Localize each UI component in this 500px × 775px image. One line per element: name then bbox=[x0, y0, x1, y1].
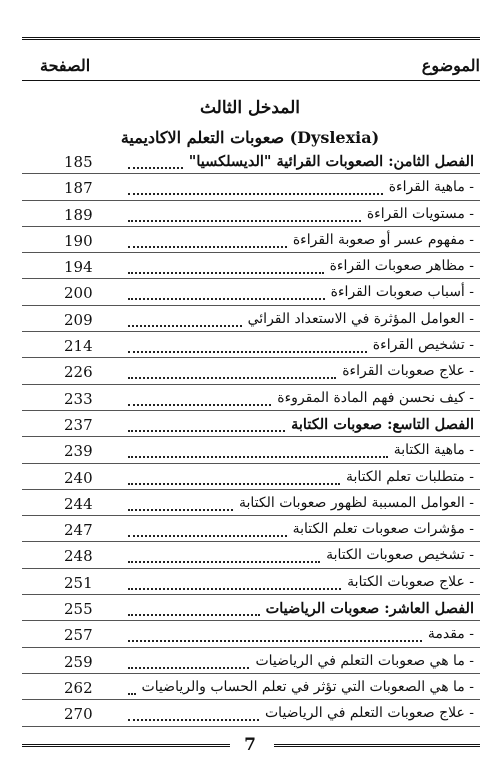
page-column-label: الصفحة bbox=[40, 56, 91, 75]
toc-row-divider bbox=[22, 673, 480, 674]
toc-page-number: 214 bbox=[64, 337, 93, 356]
toc-leader-dots bbox=[128, 167, 183, 169]
toc-page-number: 257 bbox=[64, 626, 93, 645]
toc-page-number: 259 bbox=[64, 652, 93, 671]
toc-entry-row bbox=[0, 570, 500, 596]
toc-row-divider bbox=[22, 200, 480, 201]
toc-leader-dots bbox=[128, 220, 361, 222]
toc-entry-title: - علاج صعوبات الكتابة bbox=[347, 573, 474, 590]
toc-leader-dots bbox=[128, 456, 388, 458]
toc-entry-row bbox=[0, 675, 500, 701]
toc-entry-title: - علاج صعوبات التعلم في الرياضيات bbox=[265, 705, 474, 722]
toc-entry-row bbox=[0, 517, 500, 543]
toc-page-number: 237 bbox=[64, 415, 93, 434]
toc-chapter-title: الفصل العاشر: صعوبات الرياضيات bbox=[265, 600, 474, 618]
toc-chapter-title: الفصل الثامن: الصعوبات القرائية "الديسلكسيا" bbox=[188, 153, 474, 170]
toc-chapter-row bbox=[0, 596, 500, 622]
toc-entry-row bbox=[0, 359, 500, 385]
toc-row-divider bbox=[22, 568, 480, 569]
toc-row-divider bbox=[22, 647, 480, 648]
toc-page-number: 189 bbox=[64, 205, 93, 224]
toc-leader-dots bbox=[128, 377, 336, 379]
toc-leader-dots bbox=[128, 351, 367, 353]
toc-row-divider bbox=[22, 699, 480, 700]
toc-entry-title: - علاج صعوبات القراءة bbox=[342, 363, 474, 380]
toc-leader-dots bbox=[128, 246, 287, 248]
toc-entry-title: - متطلبات تعلم الكتابة bbox=[346, 468, 474, 485]
toc-row-divider bbox=[22, 620, 480, 621]
toc-entry-row bbox=[0, 465, 500, 491]
toc-leader-dots bbox=[128, 588, 341, 590]
toc-row-divider bbox=[22, 173, 480, 174]
toc-entry-row bbox=[0, 701, 500, 727]
toc-row-divider bbox=[22, 252, 480, 253]
table-of-contents bbox=[0, 149, 500, 728]
toc-entry-title: - مظاهر صعوبات القراءة bbox=[329, 258, 474, 275]
toc-page-number: 239 bbox=[64, 442, 93, 461]
header-top-double-rule bbox=[22, 37, 480, 40]
section-subtitle: صعوبات التعلم الاكاديمية (Dyslexia) bbox=[120, 128, 380, 147]
toc-page-number: 251 bbox=[64, 573, 93, 592]
toc-row-divider bbox=[22, 305, 480, 306]
toc-page-number: 185 bbox=[64, 153, 93, 171]
toc-leader-dots bbox=[128, 667, 249, 669]
toc-row-divider bbox=[22, 331, 480, 332]
toc-row-divider bbox=[22, 541, 480, 542]
toc-entry-row bbox=[0, 280, 500, 306]
toc-page-number: 247 bbox=[64, 521, 93, 540]
toc-entry-title: - العوامل المؤثرة في الاستعداد القرائي bbox=[247, 310, 474, 327]
toc-page-number: 226 bbox=[64, 363, 93, 382]
toc-leader-dots bbox=[128, 193, 383, 195]
toc-leader-dots bbox=[128, 298, 325, 300]
toc-leader-dots bbox=[128, 483, 340, 485]
toc-entry-row bbox=[0, 438, 500, 464]
toc-entry-title: - تشخيص القراءة bbox=[372, 337, 474, 354]
toc-entry-row bbox=[0, 333, 500, 359]
toc-entry-title: - أسباب صعوبات القراءة bbox=[330, 284, 474, 301]
section-title: المدخل الثالث bbox=[199, 98, 301, 118]
toc-entry-title: - العوامل المسببة لظهور صعوبات الكتابة bbox=[239, 494, 474, 511]
toc-leader-dots bbox=[128, 614, 260, 616]
toc-page-number: 248 bbox=[64, 547, 93, 566]
page-number-text: 7 bbox=[236, 735, 264, 755]
toc-entry-title: - مستويات القراءة bbox=[366, 205, 474, 222]
toc-page-number: 200 bbox=[64, 284, 93, 303]
toc-row-divider bbox=[22, 278, 480, 279]
toc-entry-row bbox=[0, 175, 500, 201]
toc-leader-dots bbox=[128, 719, 259, 721]
toc-page-number: 255 bbox=[64, 600, 93, 619]
toc-page-number: 270 bbox=[64, 705, 93, 724]
toc-row-divider bbox=[22, 436, 480, 437]
toc-chapter-row bbox=[0, 412, 500, 438]
toc-leader-dots bbox=[128, 404, 271, 406]
toc-entry-title: - تشخيص صعوبات الكتابة bbox=[326, 547, 474, 564]
toc-entry-title: - مقدمة bbox=[427, 626, 474, 643]
toc-page-number: 187 bbox=[64, 179, 93, 198]
toc-row-divider bbox=[22, 594, 480, 595]
toc-row-divider bbox=[22, 515, 480, 516]
toc-entry-title: - ماهية الكتابة bbox=[393, 442, 474, 459]
toc-entry-row bbox=[0, 307, 500, 333]
toc-leader-dots bbox=[128, 693, 136, 695]
toc-chapter-title: الفصل التاسع: صعوبات الكتابة bbox=[291, 415, 474, 433]
toc-entry-title: - ما هي الصعوبات التي تؤثر في تعلم الحساب والرياضيات bbox=[141, 678, 474, 695]
toc-row-divider bbox=[22, 726, 480, 727]
toc-entry-title: - مؤشرات صعوبات تعلم الكتابة bbox=[292, 521, 474, 538]
toc-leader-dots bbox=[128, 509, 233, 511]
toc-row-divider bbox=[22, 463, 480, 464]
toc-entry-row bbox=[0, 386, 500, 412]
toc-entry-row bbox=[0, 228, 500, 254]
toc-row-divider bbox=[22, 489, 480, 490]
toc-entry-title: - ما هي صعوبات التعلم في الرياضيات bbox=[255, 652, 474, 669]
header-bottom-rule bbox=[22, 80, 480, 81]
toc-chapter-row bbox=[0, 149, 500, 175]
toc-row-divider bbox=[22, 357, 480, 358]
toc-row-divider bbox=[22, 226, 480, 227]
toc-leader-dots bbox=[128, 325, 242, 327]
toc-entry-row bbox=[0, 491, 500, 517]
toc-page-number: 209 bbox=[64, 310, 93, 329]
toc-leader-dots bbox=[128, 535, 287, 537]
toc-entry-title: - كيف نحسن فهم المادة المقروءة bbox=[277, 389, 474, 406]
page-number bbox=[0, 735, 500, 755]
topic-column-label: الموضوع bbox=[421, 56, 480, 75]
toc-entry-title: - ماهية القراءة bbox=[388, 179, 474, 196]
toc-row-divider bbox=[22, 410, 480, 411]
toc-row-divider bbox=[22, 384, 480, 385]
toc-entry-row bbox=[0, 202, 500, 228]
toc-page-number: 233 bbox=[64, 389, 93, 408]
toc-entry-title: - مفهوم عسر أو صعوبة القراءة bbox=[292, 231, 474, 248]
toc-page-number: 244 bbox=[64, 494, 93, 513]
toc-leader-dots bbox=[128, 640, 422, 642]
toc-page-number: 262 bbox=[64, 678, 93, 697]
toc-entry-row bbox=[0, 254, 500, 280]
toc-page-number: 240 bbox=[64, 468, 93, 487]
toc-entry-row bbox=[0, 649, 500, 675]
toc-page-number: 194 bbox=[64, 258, 93, 277]
toc-leader-dots bbox=[128, 561, 320, 563]
toc-entry-row bbox=[0, 543, 500, 569]
toc-page-number: 190 bbox=[64, 231, 93, 250]
toc-leader-dots bbox=[128, 430, 285, 432]
toc-header bbox=[22, 48, 480, 78]
toc-leader-dots bbox=[128, 272, 324, 274]
toc-entry-row bbox=[0, 622, 500, 648]
